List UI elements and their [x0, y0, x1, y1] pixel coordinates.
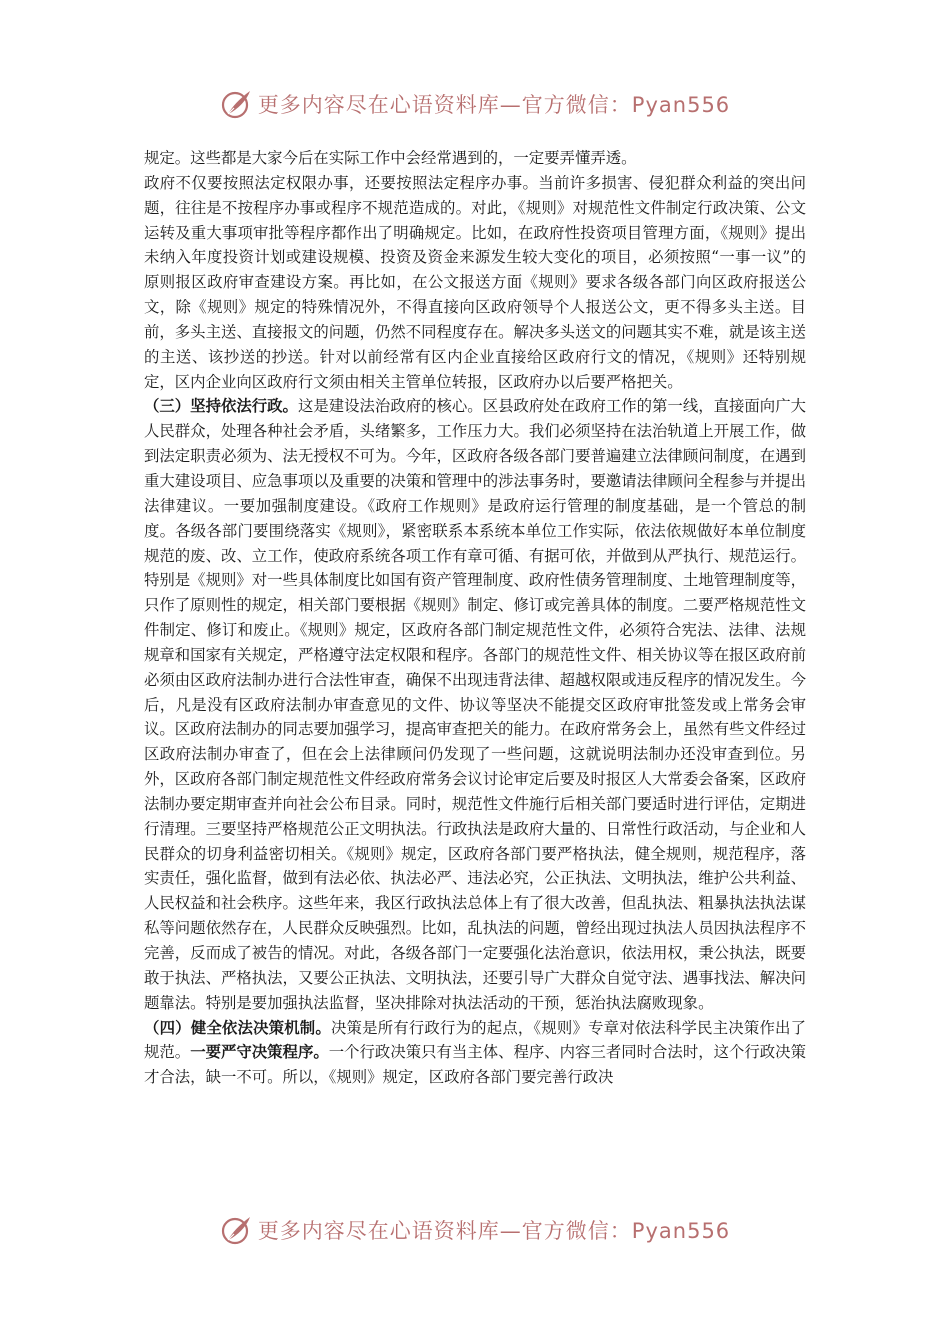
- paragraph-text: 规定。这些都是大家今后在实际工作中会经常遇到的，一定要弄懂弄透。: [144, 149, 637, 167]
- sub-heading: 一要严守决策程序。: [190, 1043, 329, 1062]
- paragraph-procedure: [144, 171, 806, 395]
- paragraph-text: 政府不仅要按照法定权限办事，还要按照法定程序办事。当前许多损害、侵犯群众利益的突出问题，往往是不按程序办事或程序不规范造成的。对此，《规则》对规范性文件制定行政决策、公文运转及重大事项审批等程序都作出了明确规定。比如，在政府性投资项目管理方面，《规则》提出未纳入年度投资计划或建设规模、投资及资金来源发生较大变化的项目，必须按照“一事一议”的原则报区政府审查建设方案。再比如，在公文报送方面《规则》要求各级各部门向区政府报送公文，除《规则》规定的特殊情况外，不得直接向区政府领导个人报送公文，更不得多头主送。目前，多头主送、直接报文的问题，仍然不同程度存在。解决多头送文的问题其实不难，就是该主送的主送、该抄送的抄送。针对以前经常有区内企业直接给区政府行文的情况，《规则》还特别规定，区内企业向区政府行文须由相关主管单位转报，区政府办以后要严格把关。: [144, 173, 806, 391]
- header-watermark-banner: [0, 84, 950, 124]
- paragraph-text: 一个行政决策只有当主体、程序、内容三者同时合法时，这个行政决策才合法，缺一不可。所以，《规则》规定，区政府各部门要完善行政决: [144, 1043, 806, 1087]
- section-heading: （三）坚持依法行政。: [144, 397, 298, 416]
- quill-pen-logo-icon: [220, 87, 254, 121]
- paragraph-section-three: [144, 394, 806, 1015]
- footer-watermark-text: 更多内容尽在心语资料库—官方微信：Pyan556: [257, 1219, 731, 1243]
- paragraph-continuation: [144, 146, 806, 171]
- footer-watermark-banner: [0, 1210, 950, 1250]
- quill-pen-logo-icon: [220, 1213, 254, 1247]
- section-heading: （四）健全依法决策机制。: [144, 1018, 331, 1037]
- paragraph-text: 决策是所有行政行为的起点，《规则》专章对依法科学民主决策作出了规范。: [144, 1018, 806, 1062]
- header-watermark-text: 更多内容尽在心语资料库—官方微信：Pyan556: [257, 93, 731, 117]
- document-body: [144, 146, 806, 1090]
- paragraph-text: 这是建设法治政府的核心。区县政府处在政府工作的第一线，直接面向广大人民群众，处理各种社会矛盾，头绪繁多，工作压力大。我们必须坚持在法治轨道上开展工作，做到法定职责必须为、法无授权不可为。今年，区政府各级各部门要普遍建立法律顾问制度，在遇到重大建设项目、应急事项以及重要的决策和管理中的涉法事务时，要邀请法律顾问全程参与并提出法律建议。一要加强制度建设。《政府工作规则》是政府运行管理的制度基础，是一个管总的制度。各级各部门要围绕落实《规则》，紧密联系本系统本单位工作实际，依法依规做好本单位制度规范的废、改、立工作，使政府系统各项工作有章可循、有据可依，并做到从严执行、规范运行。特别是《规则》对一些具体制度比如国有资产管理制度、政府性债务管理制度、土地管理制度等，只作了原则性的规定，相关部门要根据《规则》制定、修订或完善具体的制度。二要严格规范性文件制定、修订和废止。《规则》规定，区政府各部门制定规范性文件，必须符合宪法、法律、法规规章和国家有关规定，严格遵守法定权限和程序。各部门的规范性文件、相关协议等在报区政府前必须由区政府法制办进行合法性审查，确保不出现违背法律、超越权限或违反程序的情况发生。今后，凡是没有区政府法制办审查意见的文件、协议等坚决不能提交区政府审批签发或上常务会审议。区政府法制办的同志要加强学习，提高审查把关的能力。在政府常务会上，虽然有些文件经过区政府法制办审查了，但在会上法律顾问仍发现了一些问题，这就说明法制办还没审查到位。另外，区政府各部门制定规范性文件经政府常务会议讨论审定后要及时报区人大常委会备案，区政府法制办要定期审查并向社会公布目录。同时，规范性文件施行后相关部门要适时进行评估，定期进行清理。三要坚持严格规范公正文明执法。行政执法是政府大量的、日常性行政活动，与企业和人民群众的切身利益密切相关。《规则》规定，区政府各部门要严格执法，健全规则，规范程序，落实责任，强化监督，做到有法必依、执法必严、违法必究，公正执法、文明执法，维护公共利益、人民权益和社会秩序。这些年来，我区行政执法总体上有了很大改善，但乱执法、粗暴执法执法谋私等问题依然存在，人民群众反映强烈。比如，乱执法的问题，曾经出现过执法人员因执法程序不完善，反而成了被告的情况。对此，各级各部门一定要强化法治意识，依法用权，秉公执法，既要敢于执法、严格执法，又要公正执法、文明执法，还要引导广大群众自觉守法、遇事找法、解决问题靠法。特别是要加强执法监督，坚决排除对执法活动的干预，惩治执法腐败现象。: [144, 397, 806, 1012]
- paragraph-section-four: [144, 1016, 806, 1091]
